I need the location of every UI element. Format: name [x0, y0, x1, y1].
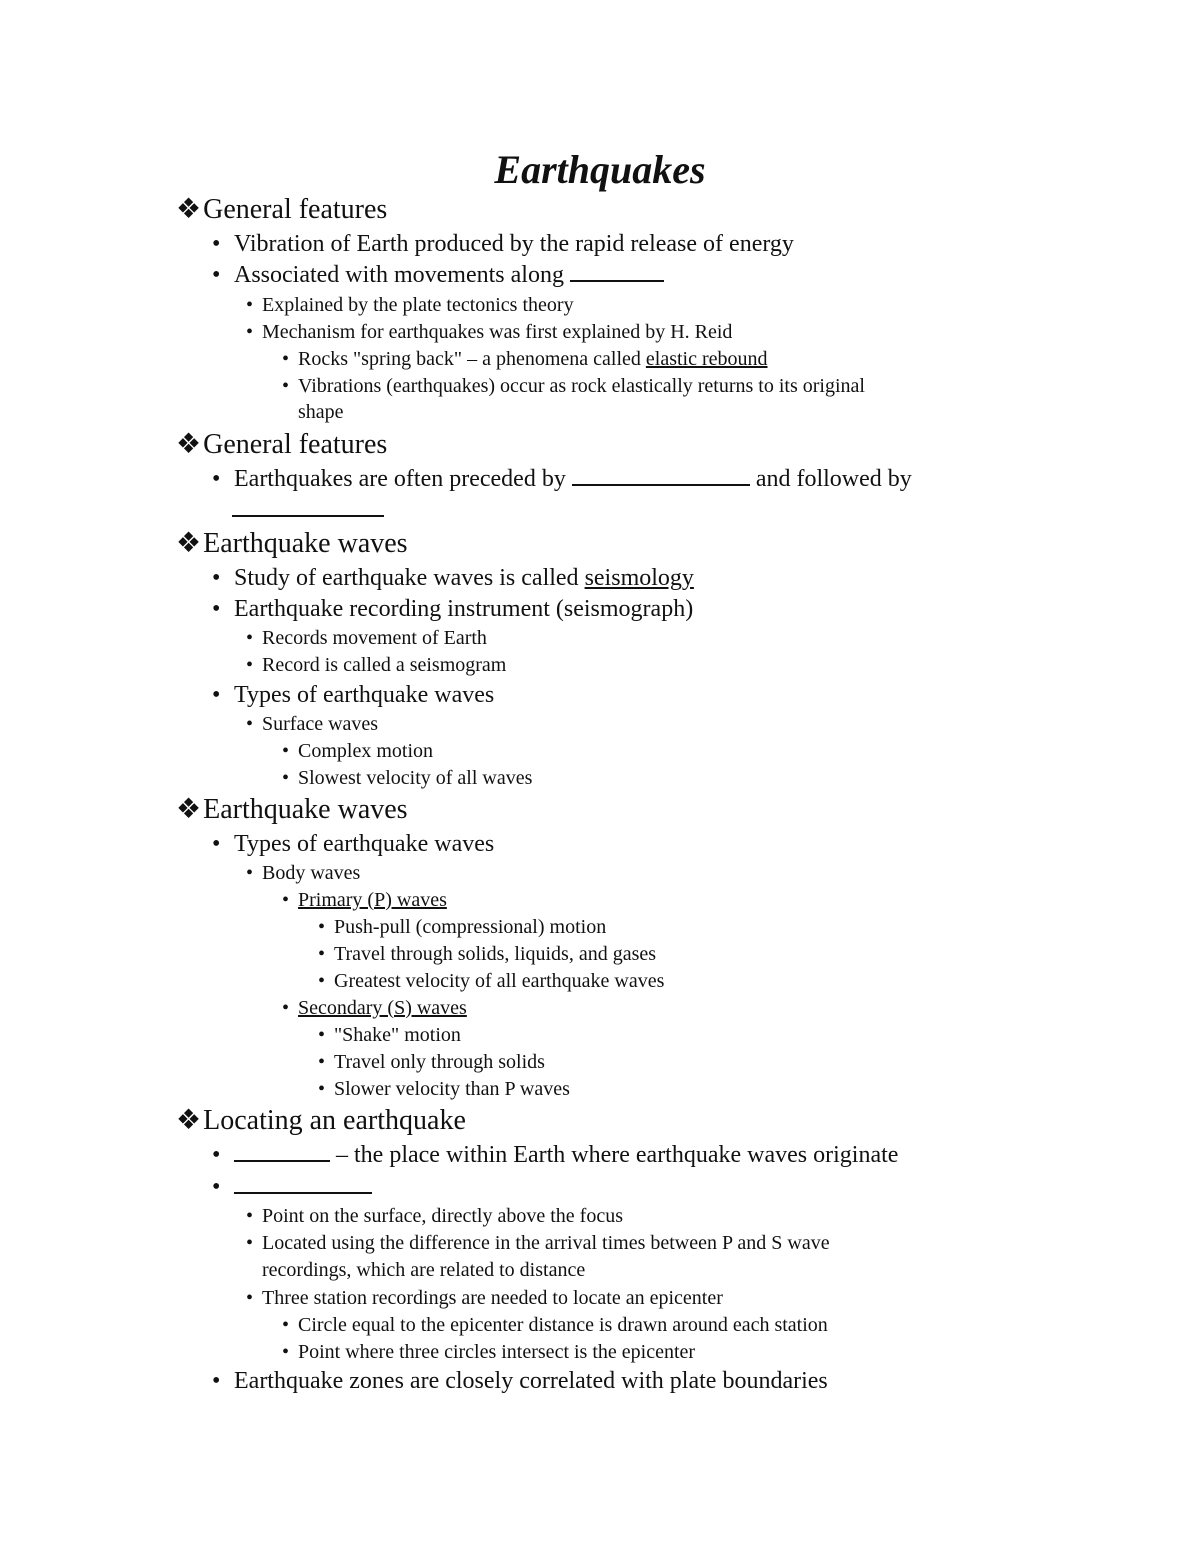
bullet-icon: •: [282, 1341, 290, 1363]
list-item: [318, 941, 656, 967]
bullet-icon: •: [212, 831, 221, 857]
bullet-icon: •: [212, 262, 221, 288]
list-item: [246, 1285, 723, 1311]
item-text: Body waves: [262, 862, 361, 884]
list-item: [282, 1312, 828, 1338]
section-heading: [176, 1105, 466, 1137]
bullet-icon: •: [246, 627, 254, 649]
bullet-icon: •: [282, 375, 290, 397]
item-text: Slower velocity than P waves: [334, 1078, 570, 1100]
diamond-icon: ❖: [176, 1105, 202, 1136]
diamond-icon: ❖: [176, 194, 202, 225]
item-text: Travel only through solids: [334, 1051, 545, 1073]
list-item: [282, 1339, 695, 1365]
item-text: Associated with movements along: [234, 262, 564, 288]
heading-text: General features: [203, 194, 388, 225]
key-term: elastic rebound: [645, 348, 768, 370]
section-heading: [176, 194, 387, 226]
item-text: Complex motion: [298, 740, 433, 762]
fill-in-blank: [234, 1140, 330, 1162]
list-item: [318, 914, 606, 940]
bullet-icon: •: [246, 862, 254, 884]
bullet-icon: •: [246, 321, 254, 343]
bullet-icon: •: [282, 997, 290, 1019]
section-heading: [176, 794, 408, 826]
item-text: Push-pull (compressional) motion: [334, 916, 607, 938]
bullet-icon: •: [212, 682, 221, 708]
list-item: [282, 995, 467, 1021]
item-text: Earthquakes are often preceded by: [234, 466, 572, 492]
bullet-icon: •: [282, 1314, 290, 1336]
bullet-icon: •: [246, 1232, 254, 1254]
list-item: [212, 1172, 372, 1202]
bullet-icon: •: [318, 1051, 326, 1073]
item-text: Vibrations (earthquakes) occur as rock elastically returns to its original: [298, 375, 865, 397]
bullet-icon: •: [212, 231, 221, 257]
list-item: [246, 860, 360, 886]
item-text: Record is called a seismogram: [262, 654, 507, 676]
list-item: [212, 563, 694, 593]
list-item: [282, 373, 865, 399]
bullet-icon: •: [212, 1142, 221, 1168]
diamond-icon: ❖: [176, 794, 202, 825]
bullet-icon: •: [246, 1205, 254, 1227]
heading-text: Earthquake waves: [203, 794, 408, 825]
item-text: Types of earthquake waves: [234, 831, 495, 857]
fill-in-blank-row: [232, 495, 384, 525]
fill-in-blank: [570, 260, 664, 282]
item-text: Vibration of Earth produced by the rapid release of energy: [234, 231, 794, 257]
item-text: Mechanism for earthquakes was first explained by H. Reid: [262, 321, 733, 343]
list-item: [212, 594, 693, 624]
item-text: Earthquake zones are closely correlated with plate boundaries: [234, 1368, 828, 1394]
bullet-icon: •: [282, 740, 290, 762]
list-item: [246, 319, 732, 345]
bullet-icon: •: [246, 654, 254, 676]
item-text: Three station recordings are needed to locate an epicenter: [262, 1287, 723, 1309]
fill-in-blank: [572, 464, 750, 486]
bullet-icon: •: [282, 889, 290, 911]
list-item: [318, 968, 664, 994]
item-text: Rocks "spring back" – a phenomena called: [298, 348, 646, 370]
item-text: "Shake" motion: [334, 1024, 461, 1046]
item-text: Travel through solids, liquids, and gases: [334, 943, 657, 965]
section-heading: [176, 429, 387, 461]
list-item: [282, 765, 532, 791]
list-item: [282, 887, 447, 913]
bullet-icon: •: [212, 466, 221, 492]
bullet-icon: •: [212, 1174, 221, 1200]
item-text: Point on the surface, directly above the focus: [262, 1205, 623, 1227]
bullet-icon: •: [318, 970, 326, 992]
bullet-icon: •: [212, 1368, 221, 1394]
bullet-icon: •: [282, 767, 290, 789]
list-item: [246, 625, 487, 651]
bullet-icon: •: [318, 1024, 326, 1046]
diamond-icon: ❖: [176, 528, 202, 559]
list-item: [246, 711, 378, 737]
item-text: Slowest velocity of all waves: [298, 767, 533, 789]
list-item-continuation: recordings, which are related to distance: [262, 1259, 586, 1281]
item-text: – the place within Earth where earthquake waves originate: [330, 1142, 899, 1168]
list-item: [212, 229, 794, 259]
list-item: [212, 464, 912, 494]
list-item: [318, 1022, 461, 1048]
list-item: [246, 1203, 623, 1229]
list-item: [246, 292, 574, 318]
item-text: Explained by the plate tectonics theory: [262, 294, 574, 316]
key-term: Secondary (S) waves: [298, 997, 467, 1019]
item-text: Earthquake recording instrument (seismograph): [234, 596, 694, 622]
bullet-icon: •: [318, 916, 326, 938]
item-text: Point where three circles intersect is the epicenter: [298, 1341, 696, 1363]
list-item: [318, 1049, 545, 1075]
fill-in-blank: [234, 1172, 372, 1194]
bullet-icon: •: [246, 294, 254, 316]
page-title: Earthquakes: [494, 147, 706, 192]
section-heading: [176, 528, 408, 560]
heading-text: Earthquake waves: [203, 528, 408, 559]
list-item: [212, 260, 664, 290]
item-text: Types of earthquake waves: [234, 682, 495, 708]
list-item: [212, 1366, 828, 1396]
item-text: Circle equal to the epicenter distance is drawn around each station: [298, 1314, 828, 1336]
bullet-icon: •: [246, 713, 254, 735]
list-item: [282, 738, 433, 764]
fill-in-blank: [232, 495, 384, 517]
list-item: [246, 1230, 830, 1256]
bullet-icon: •: [246, 1287, 254, 1309]
item-text: and followed by: [749, 466, 912, 492]
item-text: Greatest velocity of all earthquake waves: [334, 970, 665, 992]
heading-text: General features: [203, 429, 388, 460]
list-item: [318, 1076, 570, 1102]
item-text: Located using the difference in the arrival times between P and S wave: [262, 1232, 830, 1254]
item-text: Records movement of Earth: [262, 627, 487, 649]
list-item: [212, 1140, 898, 1170]
list-item: [212, 680, 494, 710]
bullet-icon: •: [212, 596, 221, 622]
heading-text: Locating an earthquake: [203, 1105, 466, 1136]
bullet-icon: •: [282, 348, 290, 370]
key-term: Primary (P) waves: [298, 889, 447, 911]
key-term: seismology: [584, 565, 694, 591]
bullet-icon: •: [318, 943, 326, 965]
list-item-continuation: shape: [298, 401, 344, 423]
list-item: [282, 346, 768, 372]
item-text: Study of earthquake waves is called: [234, 565, 585, 591]
list-item: [212, 829, 494, 859]
bullet-icon: •: [212, 565, 221, 591]
diamond-icon: ❖: [176, 429, 202, 460]
bullet-icon: •: [318, 1078, 326, 1100]
list-item: [246, 652, 506, 678]
item-text: Surface waves: [262, 713, 379, 735]
